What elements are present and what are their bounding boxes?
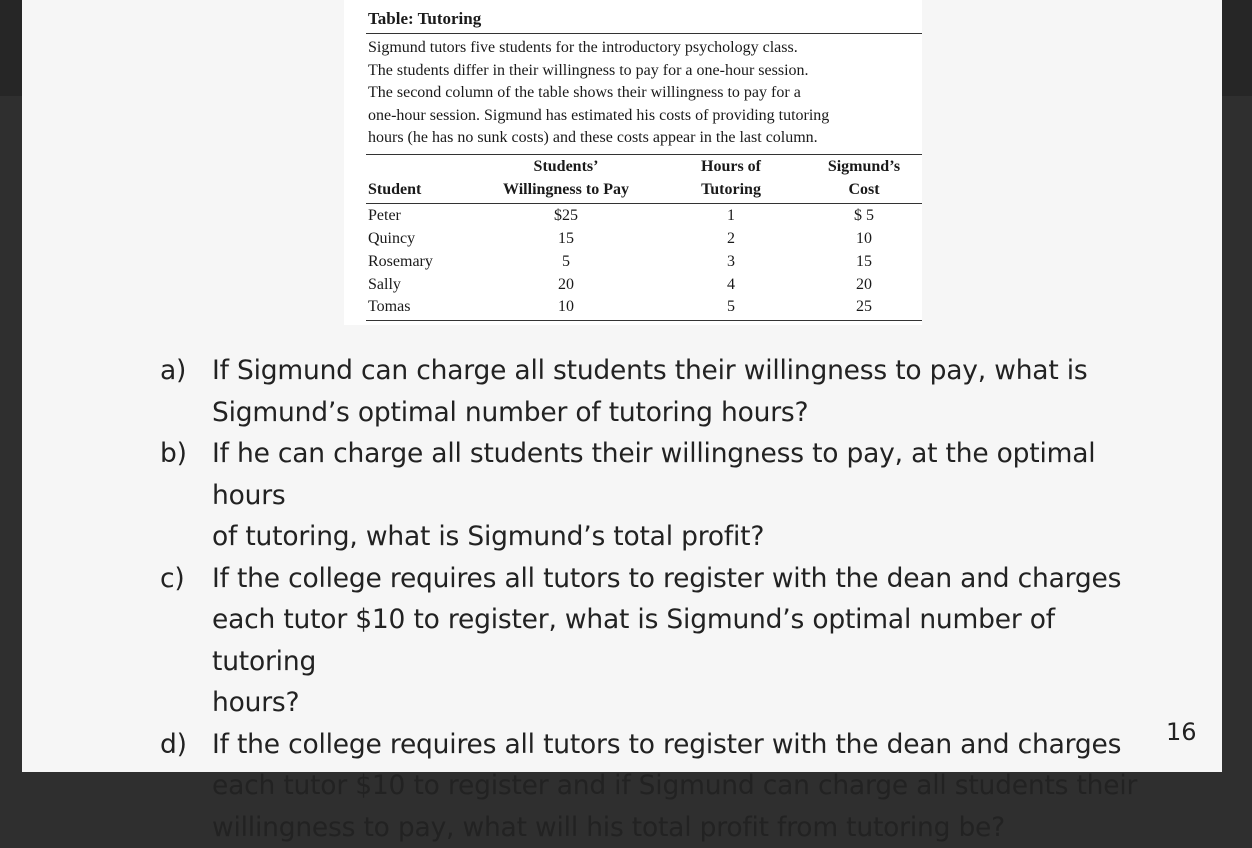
- header-cost-line2: Cost: [818, 179, 910, 201]
- cell-hours: 4: [684, 276, 778, 294]
- header-student: Student: [368, 179, 421, 201]
- cell-cost: $ 5: [818, 207, 910, 225]
- header-hours-line1: Hours of: [684, 156, 778, 178]
- question-line: each tutor $10 to register and if Sigmund can charge all students their: [212, 765, 1160, 807]
- question-d: [160, 724, 1160, 848]
- question-label: d): [160, 724, 187, 766]
- cell-wtp: 15: [486, 230, 646, 248]
- question-line: each tutor $10 to register, what is Sigmund’s optimal number of tutoring: [212, 599, 1160, 682]
- question-label: a): [160, 350, 186, 392]
- header-wtp-line1: Students’: [486, 156, 646, 178]
- cell-wtp: 20: [486, 276, 646, 294]
- question-line: of tutoring, what is Sigmund’s total profit?: [212, 516, 1160, 558]
- question-line: If Sigmund can charge all students their willingness to pay, what is: [212, 350, 1160, 392]
- description-line: The students differ in their willingness to pay for a one-hour session.: [368, 60, 924, 83]
- cell-hours: 5: [684, 298, 778, 316]
- cell-hours: 3: [684, 253, 778, 271]
- cell-cost: 25: [818, 298, 910, 316]
- description-line: Sigmund tutors five students for the introductory psychology class.: [368, 37, 924, 60]
- cell-student: Quincy: [368, 230, 415, 248]
- title-rule: [366, 33, 922, 34]
- cell-hours: 2: [684, 230, 778, 248]
- header-wtp-line2: Willingness to Pay: [486, 179, 646, 201]
- table-bottom-rule: [366, 320, 922, 321]
- description-line: one-hour session. Sigmund has estimated his costs of providing tutoring: [368, 105, 924, 128]
- cell-hours: 1: [684, 207, 778, 225]
- slide: [22, 0, 1222, 772]
- cell-wtp: $25: [486, 207, 646, 225]
- question-line: hours?: [212, 682, 1160, 724]
- question-line: If the college requires all tutors to register with the dean and charges: [212, 558, 1160, 600]
- cell-cost: 15: [818, 253, 910, 271]
- description-line: The second column of the table shows their willingness to pay for a: [368, 82, 924, 105]
- question-a: [160, 350, 1160, 433]
- description-line: hours (he has no sunk costs) and these costs appear in the last column.: [368, 127, 924, 150]
- cell-cost: 10: [818, 230, 910, 248]
- question-line: If he can charge all students their willingness to pay, at the optimal hours: [212, 433, 1160, 516]
- cell-student: Peter: [368, 207, 401, 225]
- table-title: Table: Tutoring: [368, 9, 481, 29]
- cell-wtp: 10: [486, 298, 646, 316]
- header-bottom-rule: [366, 203, 922, 204]
- question-line: willingness to pay, what will his total profit from tutoring be?: [212, 807, 1160, 848]
- table-description: [368, 37, 924, 150]
- question-list: [160, 350, 1160, 848]
- question-b: [160, 433, 1160, 558]
- page-number: 16: [1166, 718, 1197, 746]
- question-line: Sigmund’s optimal number of tutoring hours?: [212, 392, 1160, 434]
- cell-student: Sally: [368, 276, 401, 294]
- header-cost-line1: Sigmund’s: [818, 156, 910, 178]
- question-line: If the college requires all tutors to register with the dean and charges: [212, 724, 1160, 766]
- question-c: [160, 558, 1160, 724]
- tutoring-table-figure: [344, 0, 922, 325]
- header-top-rule: [366, 154, 922, 155]
- cell-student: Rosemary: [368, 253, 433, 271]
- cell-wtp: 5: [486, 253, 646, 271]
- header-hours-line2: Tutoring: [684, 179, 778, 201]
- cell-cost: 20: [818, 276, 910, 294]
- question-label: c): [160, 558, 185, 600]
- cell-student: Tomas: [368, 298, 410, 316]
- question-label: b): [160, 433, 187, 475]
